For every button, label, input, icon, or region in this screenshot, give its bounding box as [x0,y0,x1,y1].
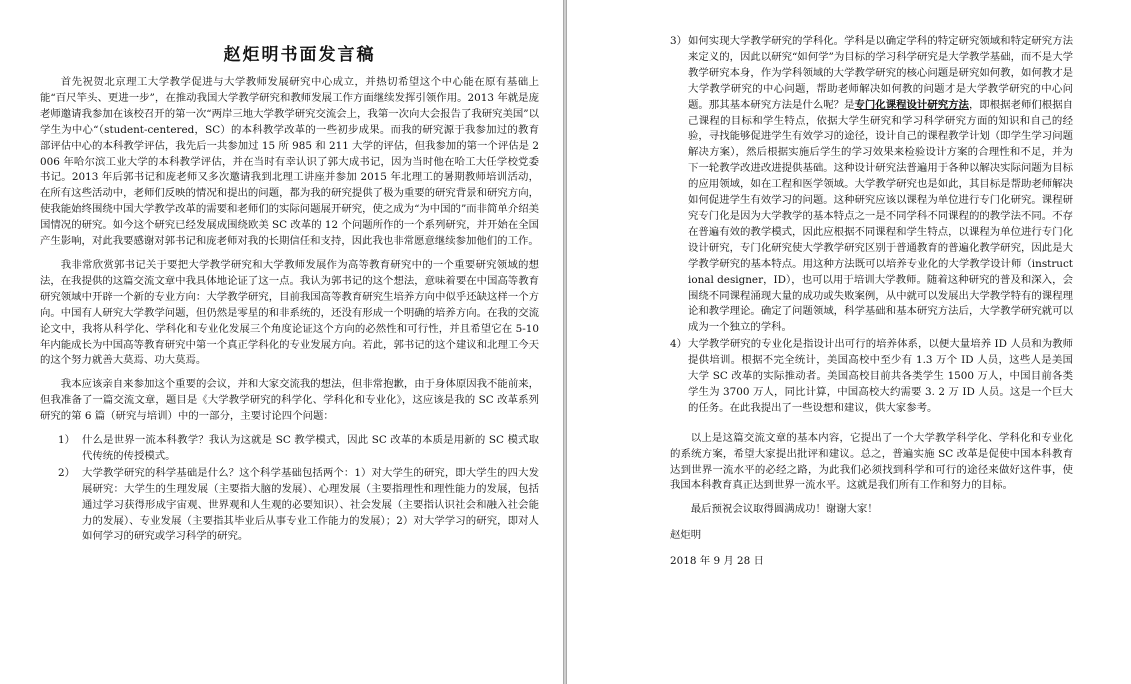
signature: 赵炬明 [670,529,702,542]
emphasis-text: 专门化课程设计研究方法 [854,98,969,111]
topic-list-right [670,34,1073,417]
list-item [670,34,1073,336]
page-right [567,0,1131,684]
paragraph-summary: 以上是这篇交流文章的基本内容，它提出了一个大学教学科学化、学科化和专业化的系统方案，希望大家提出批评和建议。总之，普遍实施 SC 改革是促使中国本科教育达到世界一流水平的必经之路，为此我们必须找到科学和可行的途径来做好这件事，使我国本科教育真正达到世界一流水平。这就是我们所有工作和努力的目标。 [670,431,1073,492]
document-title: 赵炬明书面发言稿 [223,45,376,65]
list-text: 如何实现大学教学研究的学科化。学科是以确定学科的特定研究领域和特定研究方法来定义的，因此以研究“如何学”为目标的学习科学研究是大学教学基础，而不是大学教学研究本身，作为学科领域的大学教学研究的核心问题是研究如何教，如何教才是大学教学研究的中心问题，帮助老师解决如何教的问题才是大学教学研究的中心问题。那其基本研究方法是什么呢？是 [688,35,1073,111]
list-text-continued: ，即根据老师们根据自己课程的目标和学生特点，依据大学生研究和学习科学研究方面的知识和自己的经验，寻找能够促进学生有效学习的途径，设计自己的课程教学计划（即学生学习问题解决方案），然后根据实施后学生的学习效果来检验设计方案的合理性和不足，并为下一轮教学改进改进提供基础。这种设计研究法普遍用于各种以解决实际问题为目标的应用领域，如在工程和医学领域。大学教学研究也是如此，其目标是帮助老师解决如何促进学生有效学习的问题。这种研究应该以课程为单位进行专门化研究。课程研究专门化是因为大学教学的基本特点之一是不同学科不同课程的的教学法不同。不存在普遍有效的教学模式，因此应根据不同课程和学生特点，以课程为单位进行专门化设计研究，专门化研究使大学教学研究区别于普通教育的普遍化教学研究，因此是大学教学研究的基本特点。用这种方法既可以培养专业化的大学教学设计师（instructional designer，ID），也可以用于培训大学教师。随着这种研究的普及和深入，会围绕不同课程涌现大量的成功或失败案例，从中就可以发展出大学教学特有的课程理论和教学理论。确定了问题领域，科学基础和基本研究方法后，大学教学研究就可以成为一个独立的学科。 [688,98,1074,334]
paragraph-apology: 我本应该亲自来参加这个重要的会议，并和大家交流我的想法，但非常抱歉，由于身体原因我不能前来，但我准备了一篇交流文章，题目是《大学教学研究的科学化、学科化和专业化》，这应该是我的 SC 改革系列研究的第 6 篇（研究与培训）中的一部分，主要讨论四个问题： [40,378,539,423]
list-text: 大学教学研究的科学基础是什么？这个科学基础包括两个：1）对大学生的研究，即大学生的四大发展研究：大学生的生理发展（主要指大脑的发展）、心理发展（主要指理性和理性能力的发展，包括通过学习获得形成宇宙观、世界观和人生观的必要知识）、社会发展（主要指认识社会和融入社会能力的发展）、专业发展（主要指其毕业后从事专业工作能力的发展）；2）对大学学习的研究，即对人如何学习的研究或学习科学的研究。 [82,466,539,543]
list-number: 4） [670,338,688,351]
topic-list-left [40,433,539,545]
list-item [40,466,539,546]
date: 2018 年 9 月 28 日 [670,555,764,568]
list-number: 1） [58,434,76,447]
list-item [670,337,1073,417]
list-item [40,433,539,465]
list-text: 什么是世界一流本科教学？我认为这就是 SC 教学模式，因此 SC 改革的本质是用新的 SC 模式取代传统的传授模式。 [82,434,539,462]
list-number: 2） [58,466,76,479]
page-left [0,0,563,684]
paragraph-research-direction: 我非常欣赏郭书记关于要把大学教学研究和大学教师发展作为高等教育研究中的一个重要研究领域的想法，在我提供的这篇交流文章中我具体地论证了这一点。我认为郭书记的这个想法，意味着要在中国高等教育研究领域中开辟一个新的专业方向：大学教学研究，目前我国高等教育研究生培养方向中似乎还缺这样一个方向。中国有人研究大学教学问题，但仍然是零星的和非系统的，还没有形成一个明确的培养方向。在我的交流论文中，我将从科学化、学科化和专业化发展三个角度论证这个方向的必然性和可行性，并且希望它在 5-10 年内能成长为中国高等教育研究中第一个真正学科化的专业发展方向。若此，郭书记的这个建议和北理工今天的这个努力就善大莫焉、功大莫焉。 [40,258,539,367]
paragraph-intro: 首先祝贺北京理工大学教学促进与大学教师发展研究中心成立，并热切希望这个中心能在原有基础上能“百尺竿头、更进一步”，在推动我国大学教学研究和教师发展工作方面继续发挥引领作用。2013 年就是庞老师邀请我参加在该校召开的第一次“两岸三地大学教学研究交流会上，我第一次向大会报告了我研究美国”以学生为中心“（student-centered，SC）的本科教学改革的一些初步成果。而我的研究源于我参加过的教育部评估中心的本科教学评估，我先后一共参加过 15 所 985 和 211 大学的评估，但我参加的第一个评估是 2006 年哈尔滨工业大学的本科教学评估，并在当时有幸认识了郭大成书记，因为当时他在哈工大任学校党委书记。2013 年后郭书记和庞老师又多次邀请我到北理工讲座并参加 2015 年北理工的暑期教师培训活动，在所有这些活动中，老师们反映的情况和提出的问题，都为我的研究提供了极为重要的研究背景和研究方向，使我能始终围绕中国大学教学改革的需要和老师们的实际问题展开研究，使之成为“为中国的”而非简单介绍美国情况的研究。如今这个研究已经发展成围绕欧美 SC 改革的 12 个问题所作的一个系列研究，并开始在全国产生影响，对此我要感谢对郭书记和庞老师对我的长期信任和支持，因此我也非常愿意继续参加他们的工作。 [40,76,539,248]
list-text: 大学教学研究的专业化是指设计出可行的培养体系，以便大量培养 ID 人员和为教师提供培训。根据不完全统计，美国高校中至少有 1.3 万个 ID 人员，这些人是美国大学 SC 改革的实际推动者。美国高校目前共各类学生 1500 万人，中国目前各类学生为 3700 万人，同比计算，中国高校大约需要 3. 2 万 ID 人员。这是一个巨大的任务。在此我提出了一些设想和建议，供大家参考。 [688,338,1073,414]
closing-line: 最后预祝会议取得圆满成功！谢谢大家！ [690,503,878,516]
list-number: 3） [670,35,688,47]
